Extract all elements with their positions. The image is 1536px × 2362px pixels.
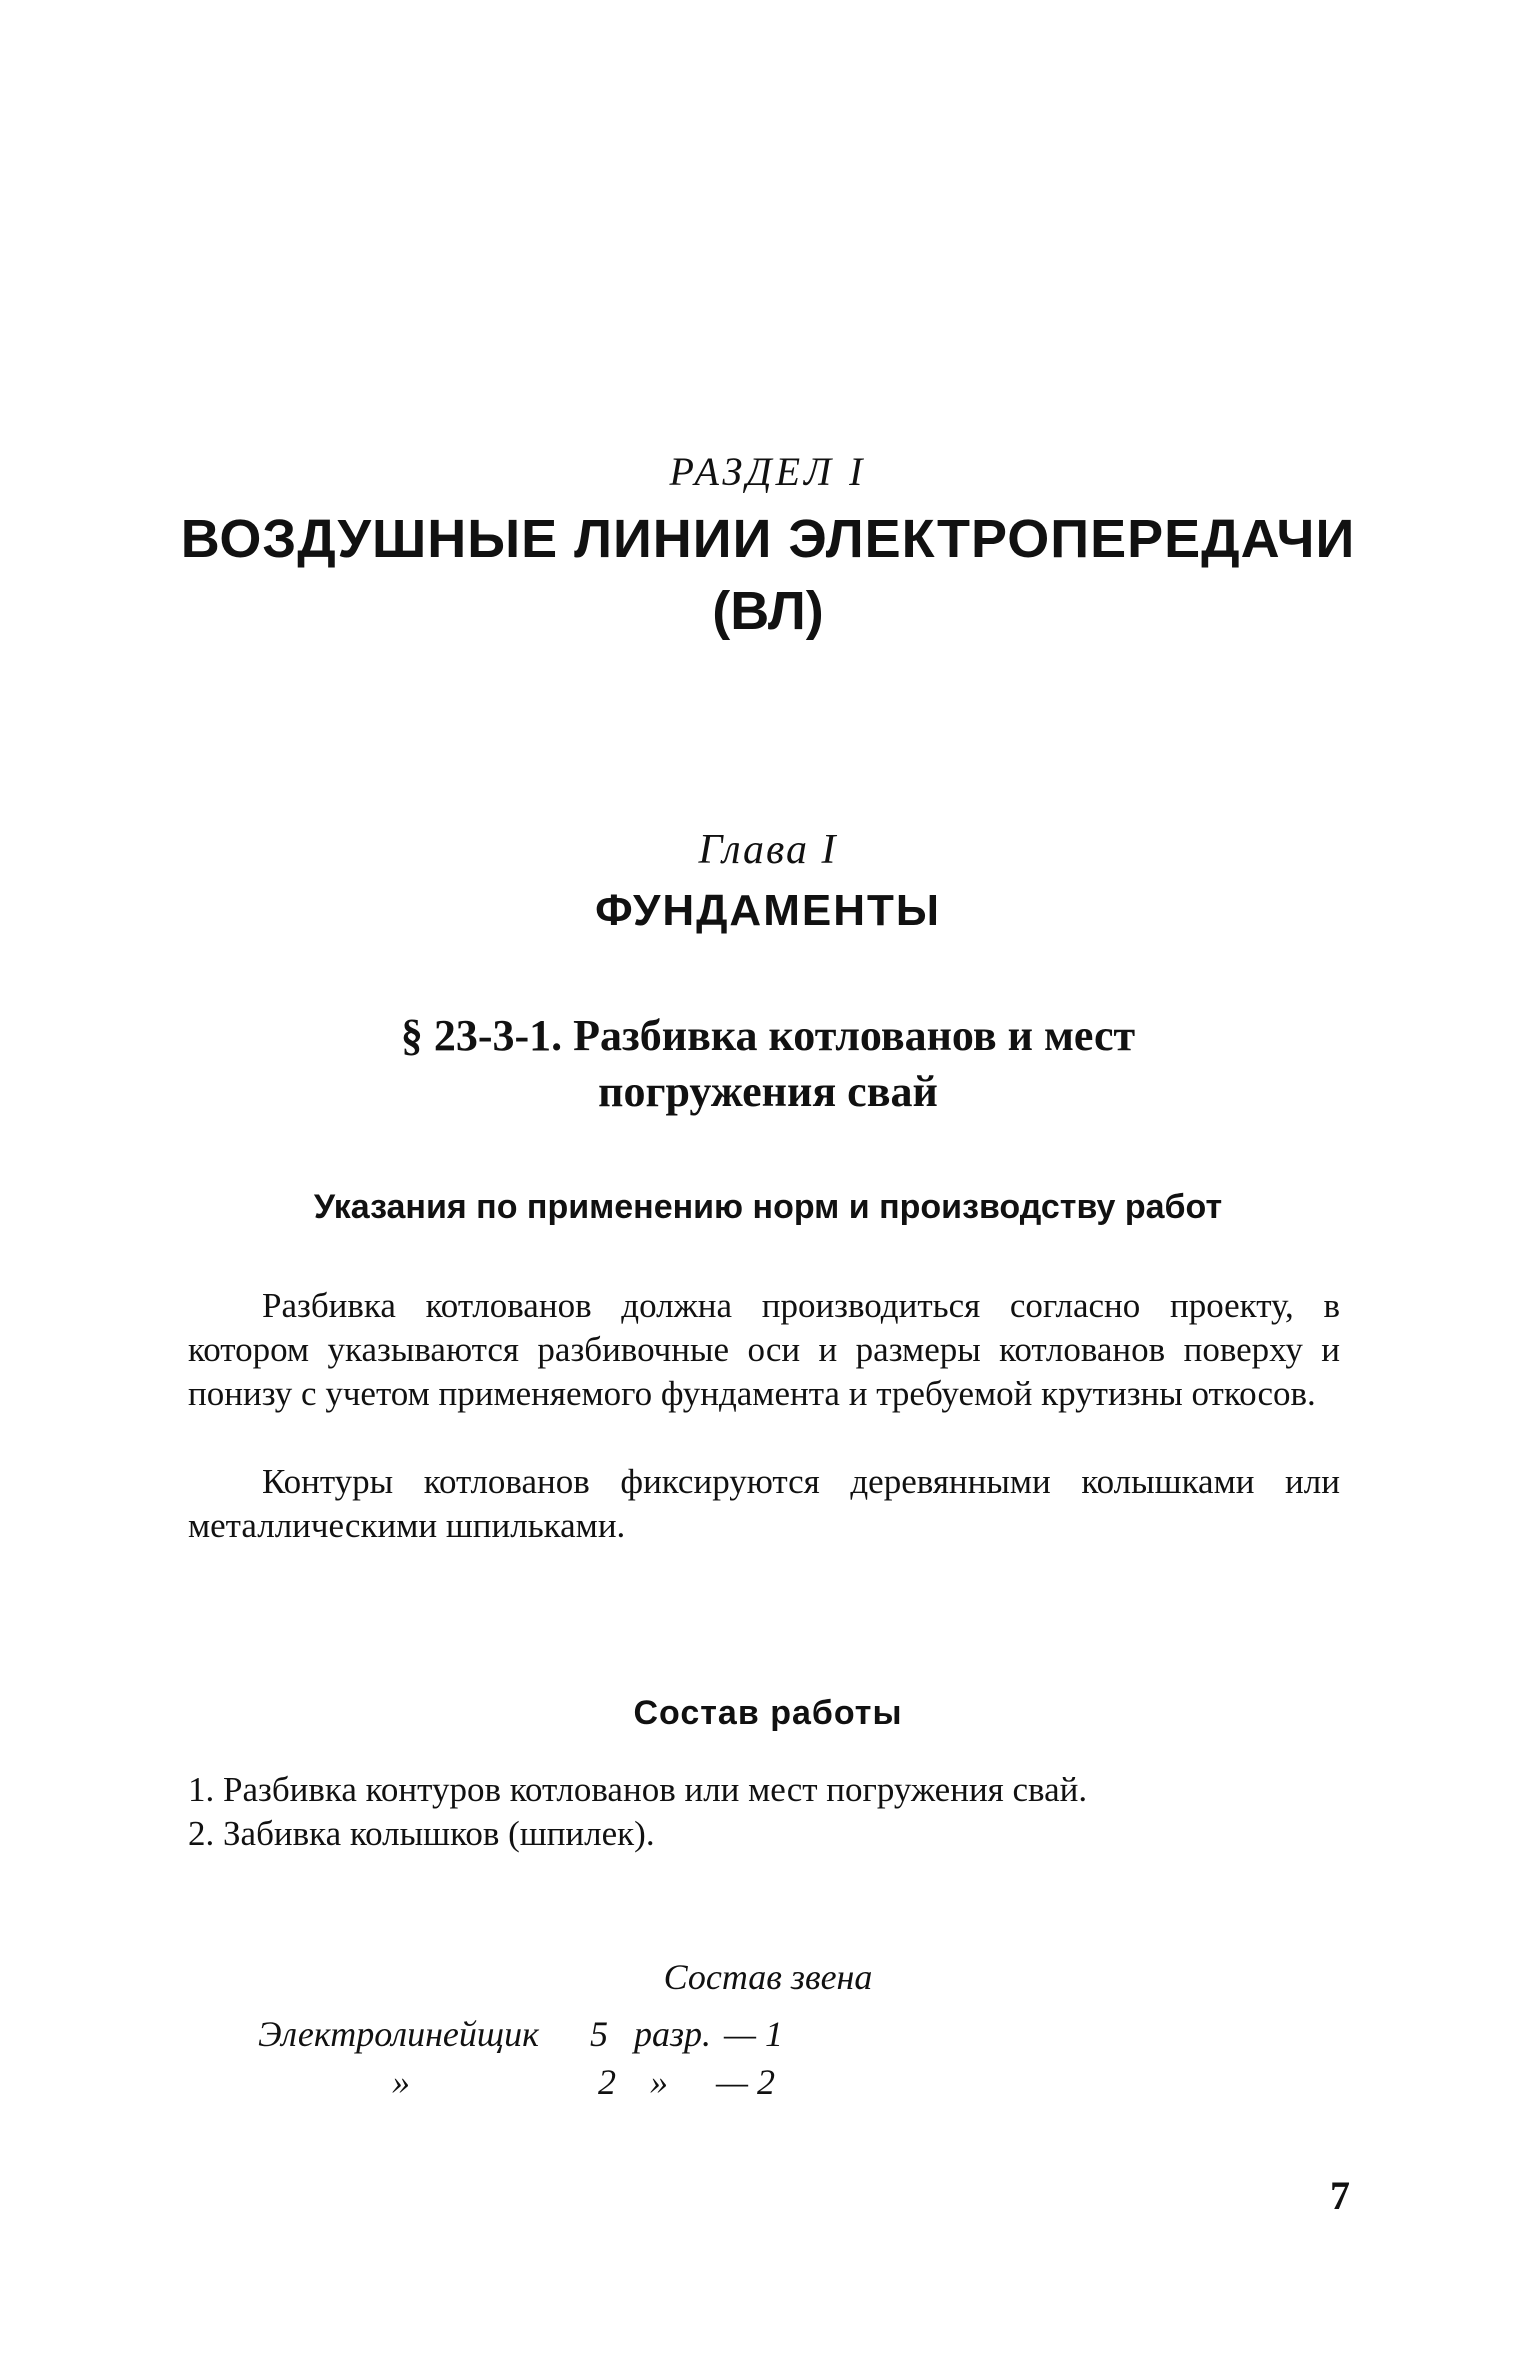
paragraph-title-line-1: § 23-3-1. Разбивка котлованов и мест xyxy=(400,1011,1136,1060)
crew-role: Электролинейщик xyxy=(258,2014,539,2054)
section-title-line-1: ВОЗДУШНЫЕ ЛИНИИ ЭЛЕКТРОПЕРЕДАЧИ xyxy=(180,509,1356,569)
crew-grade: 5 xyxy=(590,2014,608,2054)
work-composition-item: 2. Забивка колышков (шпилек). xyxy=(188,1814,655,1853)
crew-count: — 1 xyxy=(724,2014,784,2054)
instructions-heading: Указания по применению норм и производству работ xyxy=(313,1188,1223,1226)
crew-rank-label: разр. xyxy=(634,2014,712,2054)
page-number: 7 xyxy=(1330,2173,1350,2218)
instructions-paragraph: Контуры котлованов фиксируются деревянными колышками или металлическими шпильками. xyxy=(188,1462,1340,1545)
work-composition-heading: Состав работы xyxy=(633,1694,903,1732)
chapter-title: ФУНДАМЕНТЫ xyxy=(595,886,941,935)
section-title-line-2: (ВЛ) xyxy=(712,581,824,641)
crew-grade: 2 xyxy=(598,2062,616,2102)
crew-role: » xyxy=(392,2062,410,2102)
crew-rank-label: » xyxy=(650,2062,668,2102)
crew-count: — 2 xyxy=(716,2062,776,2102)
section-label: РАЗДЕЛ I xyxy=(669,449,867,494)
crew-composition-heading: Состав звена xyxy=(663,1957,873,1997)
work-composition-item: 1. Разбивка контуров котлованов или мест погружения свай. xyxy=(188,1770,1088,1809)
instructions-paragraph: Разбивка котлованов должна производиться согласно проекту, в котором указываются разбивочные оси и размеры котлованов поверху и понизу с учетом применяемого фундамента и требуемой крутизны откосов. xyxy=(188,1286,1340,1413)
paragraph-title-line-2: погружения свай xyxy=(598,1067,938,1116)
chapter-label: Глава I xyxy=(698,827,838,873)
